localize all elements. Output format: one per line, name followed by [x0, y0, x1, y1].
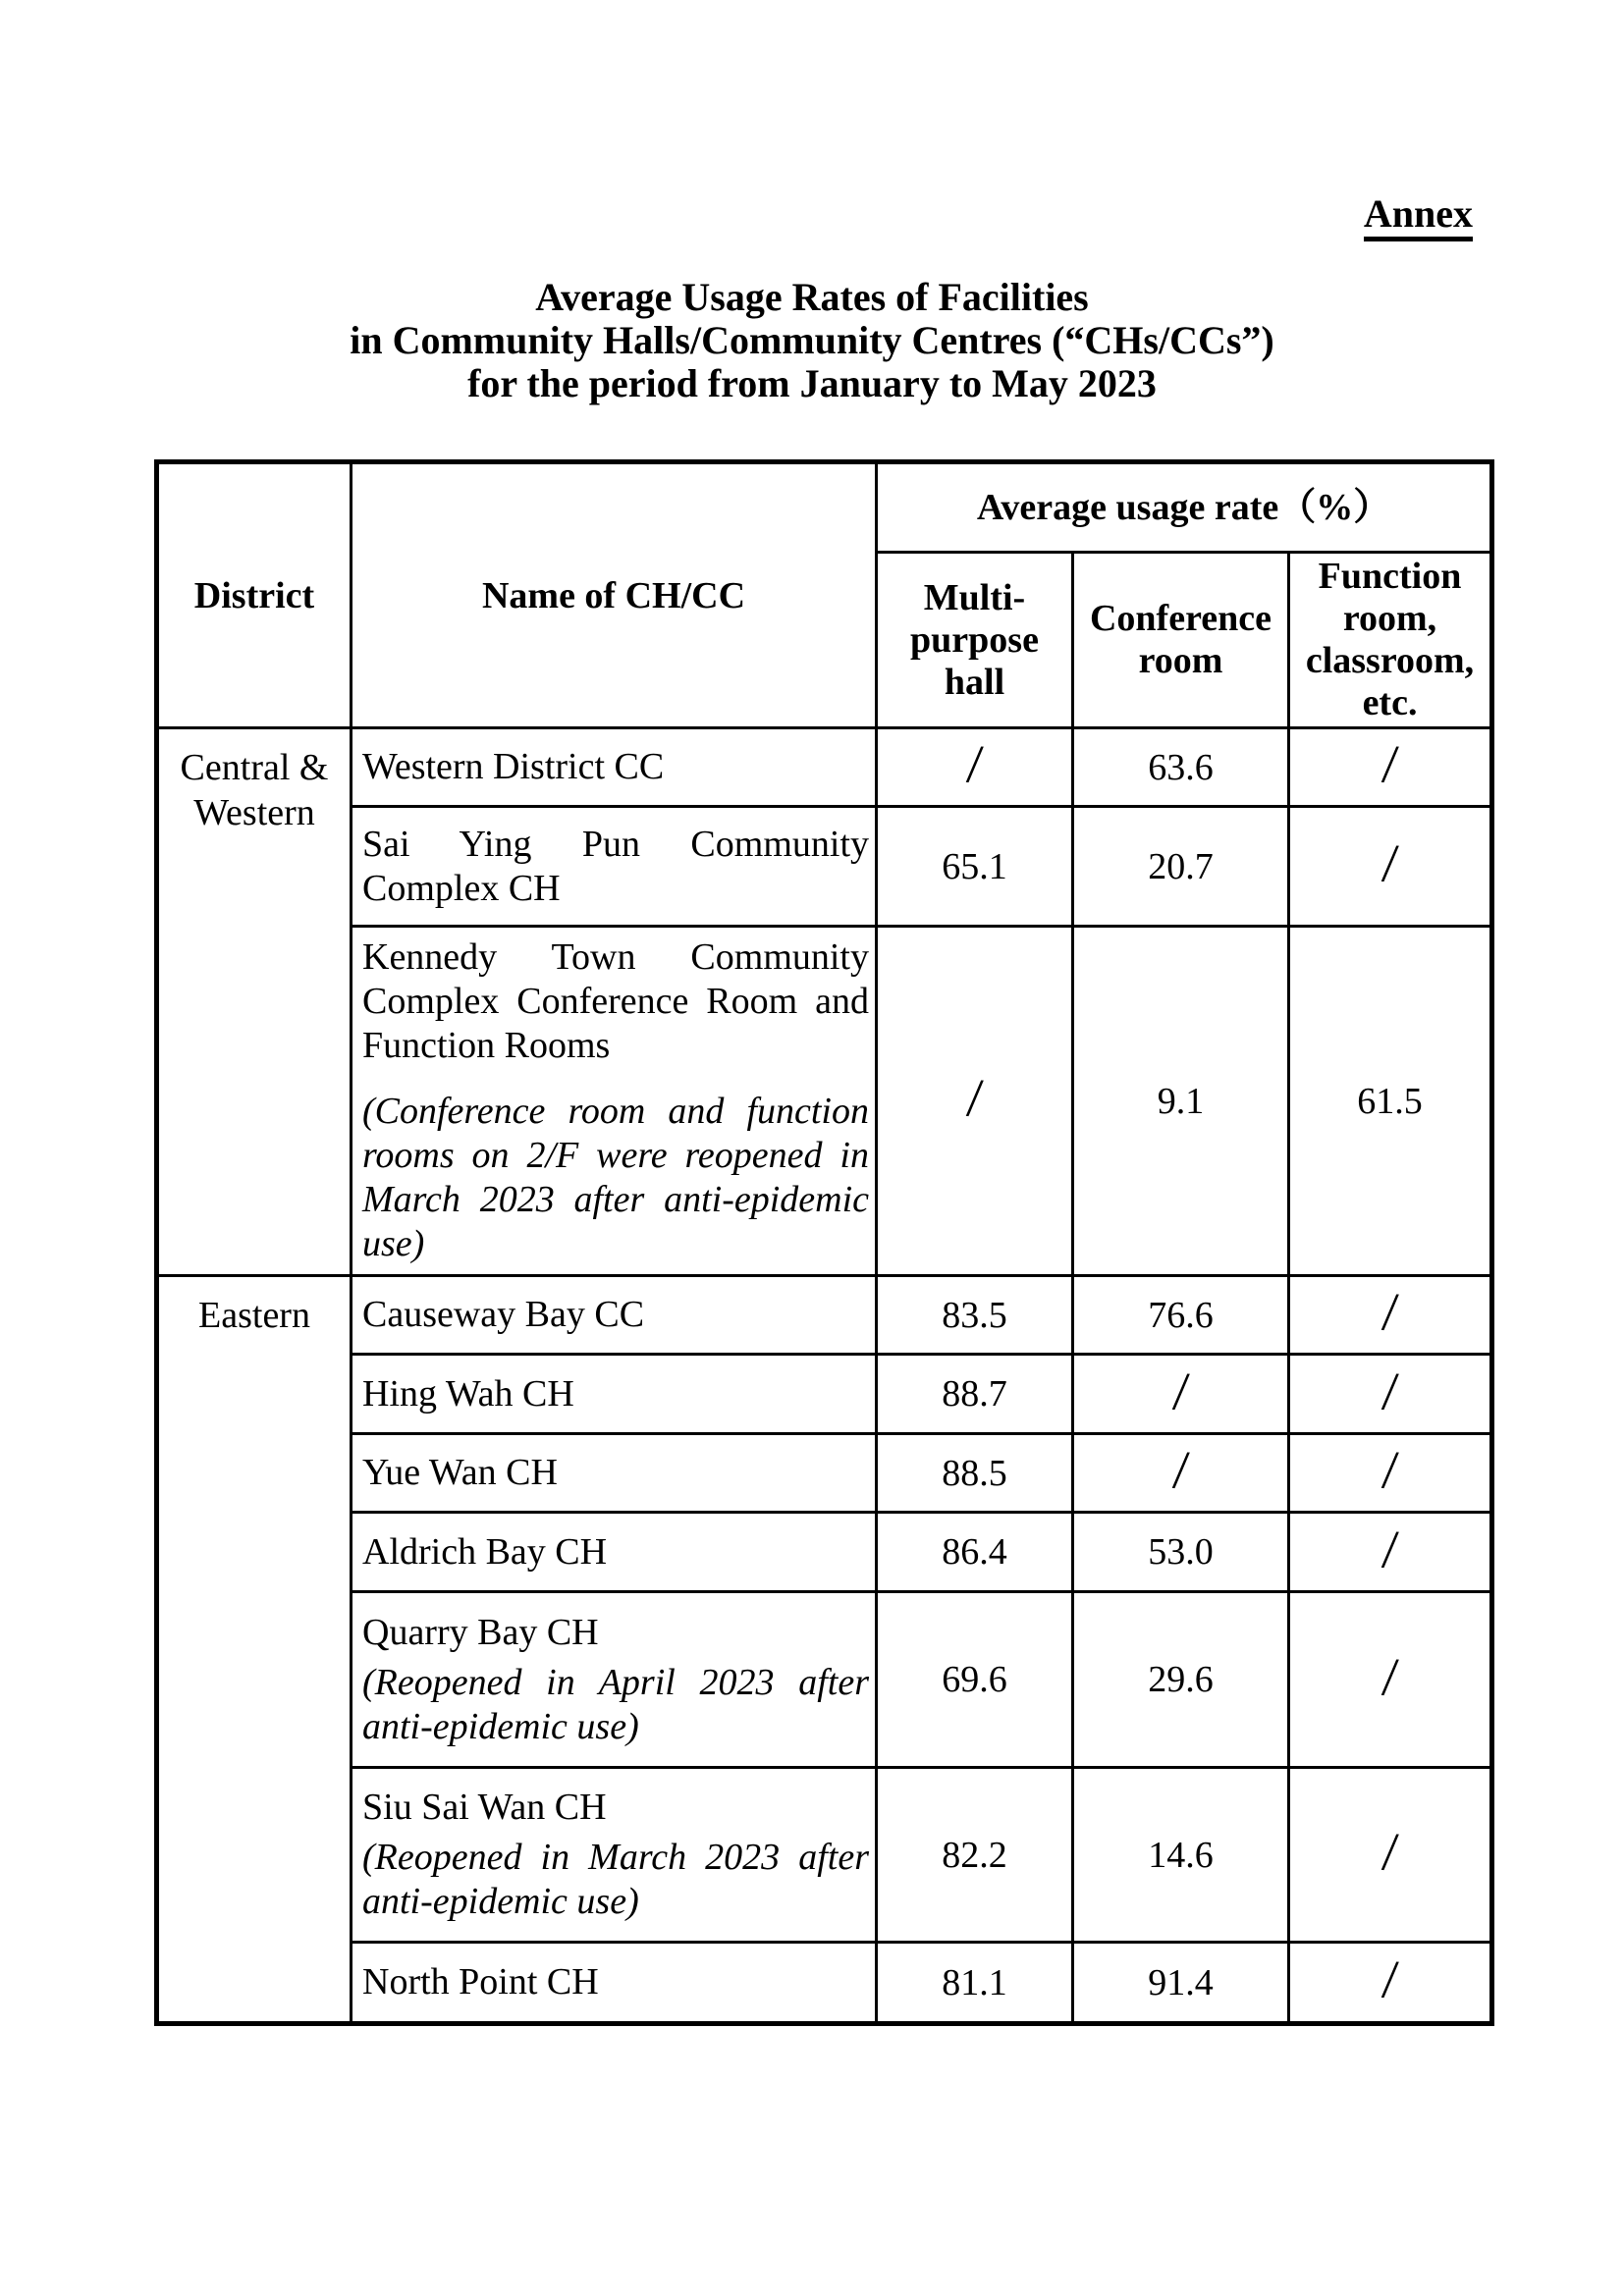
function-room-value: /	[1289, 1434, 1492, 1513]
table-row	[157, 807, 1492, 927]
header-conference-room: Conference room	[1073, 553, 1289, 728]
facility-note: (Conference room and function rooms on 2/F were reopened in March 2023 after anti-epidemic use)	[362, 1091, 869, 1264]
multi-purpose-hall-value: /	[877, 927, 1073, 1276]
annex-text: Annex	[1364, 194, 1473, 241]
multi-purpose-hall-value: 69.6	[877, 1592, 1073, 1768]
facility-name-cell	[352, 927, 877, 1276]
facility-name: Hing Wah CH	[362, 1372, 574, 1415]
facility-name: Siu Sai Wan CH	[362, 1787, 607, 1828]
function-room-value: /	[1289, 1513, 1492, 1592]
multi-purpose-hall-value: 82.2	[877, 1768, 1073, 1943]
facility-name-cell	[352, 1434, 877, 1513]
annex-label	[1363, 191, 1473, 241]
table-row	[157, 1592, 1492, 1768]
facility-name: Causeway Bay CC	[362, 1294, 645, 1335]
multi-purpose-hall-value: 65.1	[877, 807, 1073, 927]
usage-rates-table	[154, 459, 1494, 2026]
multi-purpose-hall-value: /	[877, 728, 1073, 807]
conference-room-value: 53.0	[1073, 1513, 1289, 1592]
function-room-value: /	[1289, 1768, 1492, 1943]
facility-name-cell	[352, 1513, 877, 1592]
conference-room-value: 76.6	[1073, 1276, 1289, 1355]
multi-purpose-hall-value: 81.1	[877, 1943, 1073, 2024]
facility-note: (Reopened in March 2023 after anti-epidemic use)	[362, 1837, 869, 1922]
conference-room-value: 63.6	[1073, 728, 1289, 807]
facility-name-cell	[352, 728, 877, 807]
header-name-of-chcc: Name of CH/CC	[352, 462, 877, 728]
district-cell-eastern: Eastern	[157, 1276, 352, 2024]
function-room-value: 61.5	[1289, 927, 1492, 1276]
facility-name-cell	[352, 1768, 877, 1943]
facility-note: (Reopened in April 2023 after anti-epidemic use)	[362, 1661, 869, 1747]
facility-name: Yue Wan CH	[362, 1452, 558, 1493]
conference-room-value: /	[1073, 1434, 1289, 1513]
function-room-value: /	[1289, 728, 1492, 807]
facility-name: North Point CH	[362, 1961, 599, 2002]
table-row	[157, 728, 1492, 807]
multi-purpose-hall-value: 86.4	[877, 1513, 1073, 1592]
facility-name: Kennedy Town Community Complex Conference Room and Function Rooms	[362, 936, 869, 1066]
table-row	[157, 1276, 1492, 1355]
function-room-value: /	[1289, 1943, 1492, 2024]
conference-room-value: 9.1	[1073, 927, 1289, 1276]
table-row	[157, 1768, 1492, 1943]
title-line-2: in Community Halls/Community Centres (“CHs/CCs”)	[350, 318, 1274, 362]
facility-name-cell	[352, 1276, 877, 1355]
function-room-value: /	[1289, 807, 1492, 927]
multi-purpose-hall-value: 83.5	[877, 1276, 1073, 1355]
title-line-3: for the period from January to May 2023	[467, 361, 1157, 405]
facility-name: Quarry Bay CH	[362, 1611, 599, 1653]
table-row	[157, 1434, 1492, 1513]
conference-room-value: 14.6	[1073, 1768, 1289, 1943]
conference-room-value: 20.7	[1073, 807, 1289, 927]
facility-name-cell	[352, 1355, 877, 1434]
table-row	[157, 927, 1492, 1276]
facility-name-cell	[352, 807, 877, 927]
multi-purpose-hall-value: 88.5	[877, 1434, 1073, 1513]
conference-room-value: 29.6	[1073, 1592, 1289, 1768]
header-average-usage-rate: Average usage rate（%）	[877, 462, 1492, 553]
facility-name: Sai Ying Pun Community Complex CH	[362, 823, 869, 909]
function-room-value: /	[1289, 1355, 1492, 1434]
facility-name: Western District CC	[362, 746, 665, 787]
header-multi-purpose-hall: Multi-purpose hall	[877, 553, 1073, 728]
district-cell-central-western: Central & Western	[157, 728, 352, 1276]
facility-name: Aldrich Bay CH	[362, 1530, 608, 1573]
table-row	[157, 1943, 1492, 2024]
table-row	[157, 1513, 1492, 1592]
header-district: District	[157, 462, 352, 728]
table-row	[157, 1355, 1492, 1434]
document-title	[0, 276, 1624, 405]
function-room-value: /	[1289, 1276, 1492, 1355]
multi-purpose-hall-value: 88.7	[877, 1355, 1073, 1434]
header-function-room: Function room, classroom, etc.	[1289, 553, 1492, 728]
function-room-value: /	[1289, 1592, 1492, 1768]
facility-name-cell	[352, 1592, 877, 1768]
table-header-row-1	[157, 462, 1492, 553]
conference-room-value: /	[1073, 1355, 1289, 1434]
conference-room-value: 91.4	[1073, 1943, 1289, 2024]
title-line-1: Average Usage Rates of Facilities	[535, 275, 1089, 319]
facility-name-cell	[352, 1943, 877, 2024]
